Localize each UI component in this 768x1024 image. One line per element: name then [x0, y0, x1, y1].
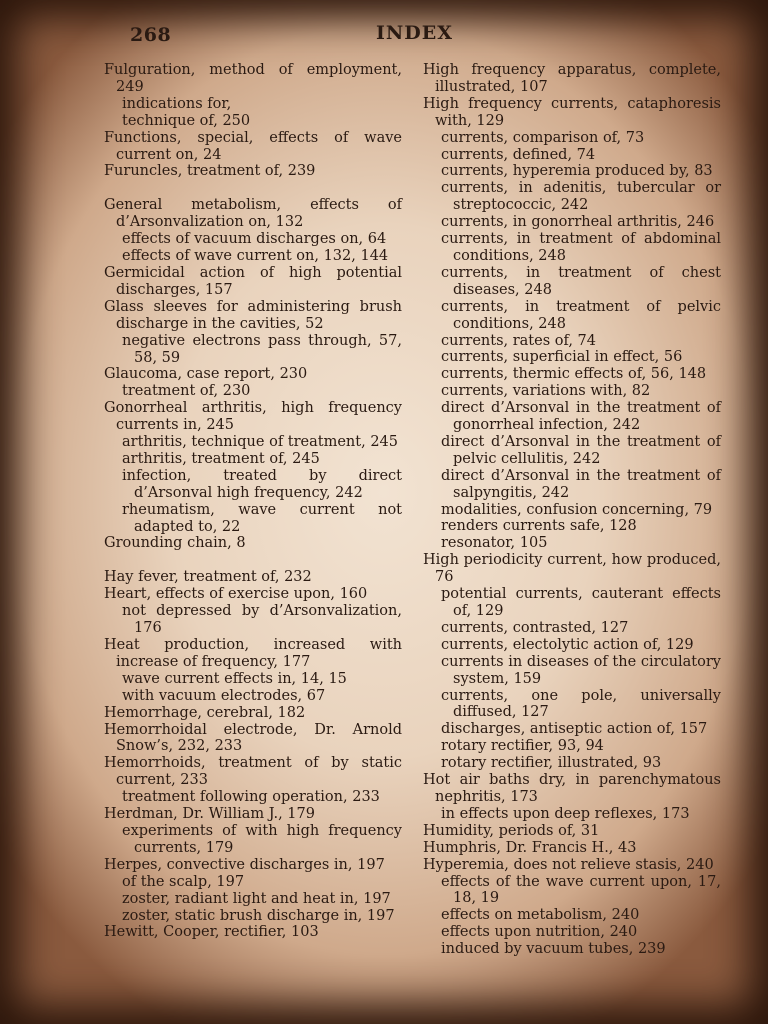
index-subentry: indications for, — [122, 95, 232, 112]
index-subentry: induced by vacuum tubes, 239 — [441, 941, 666, 958]
index-entry: Hay fever, treatment of, 232 — [104, 569, 312, 586]
index-entry: Glass sleeves for administering brush discharge in the cavities, 52 — [104, 298, 402, 332]
index-subentry: of the scalp, 197 — [122, 873, 245, 890]
index-entry: Herdman, Dr. William J., 179 — [104, 806, 315, 823]
index-subentry: currents, variations with, 82 — [441, 383, 651, 400]
index-entry: Hyperemia, does not relieve stasis, 240 — [423, 856, 714, 873]
index-entry: General metabolism, effects of d’Arsonvalization on, 132 — [104, 197, 402, 231]
index-subentry: currents, defined, 74 — [441, 146, 596, 163]
index-entry: Hewitt, Cooper, rectifier, 103 — [104, 924, 319, 941]
index-entry: High frequency apparatus, complete, illustrated, 107 — [423, 62, 721, 95]
index-gap — [104, 180, 402, 197]
index-entry: Humidity, periods of, 31 — [423, 822, 600, 839]
index-subentry: direct d’Arsonval in the treatment of salpyngitis, 242 — [441, 467, 721, 501]
index-entry: Fulguration, method of employment, 249 — [104, 62, 402, 95]
index-subentry: negative electrons pass through, 57, 58, 59 — [122, 332, 402, 366]
index-subentry: effects of vacuum discharges on, 64 — [122, 231, 387, 248]
index-subentry: rotary rectifier, illustrated, 93 — [441, 755, 662, 772]
index-subentry: effects of wave current on, 132, 144 — [122, 248, 389, 265]
index-subentry: experiments of with high frequency currents, 179 — [122, 822, 402, 856]
index-subentry: currents, superficial in effect, 56 — [441, 349, 683, 366]
index-subentry: potential currents, cauterant effects of, 129 — [441, 586, 721, 619]
index-subentry: currents, one pole, universally diffused, 127 — [441, 687, 721, 721]
index-subentry: arthritis, treatment of, 245 — [122, 450, 320, 467]
index-subentry: currents, comparison of, 73 — [441, 129, 645, 146]
index-subentry: currents, in adenitis, tubercular or streptococcic, 242 — [441, 180, 721, 214]
index-entry: Heat production, increased with increase of frequency, 177 — [104, 637, 402, 670]
page-title: INDEX — [376, 22, 453, 44]
index-subentry: currents, in treatment of pelvic conditions, 248 — [441, 298, 721, 332]
index-subentry: currents, rates of, 74 — [441, 332, 597, 349]
index-subentry: direct d’Arsonval in the treatment of pelvic cellulitis, 242 — [441, 433, 721, 467]
index-entry: Gonorrheal arthritis, high frequency currents in, 245 — [104, 400, 402, 434]
index-subentry: currents, thermic effects of, 56, 148 — [441, 366, 707, 383]
index-subentry: zoster, radiant light and heat in, 197 — [122, 890, 391, 907]
index-subentry: treatment of, 230 — [122, 383, 251, 400]
index-subentry: currents, hyperemia produced by, 83 — [441, 163, 713, 180]
index-subentry: effects upon nutrition, 240 — [441, 924, 638, 941]
index-subentry: renders currents safe, 128 — [441, 518, 637, 535]
index-subentry: wave current effects in, 14, 15 — [122, 670, 347, 687]
index-entry: Hemorrhoidal electrode, Dr. Arnold Snow’s, 232, 233 — [104, 721, 402, 755]
index-subentry: direct d’Arsonval in the treatment of gonorrheal infection, 242 — [441, 400, 721, 434]
index-entry: Functions, special, effects of wave current on, 24 — [104, 129, 402, 163]
index-column-left — [104, 62, 402, 941]
index-subentry: modalities, confusion concerning, 79 — [441, 501, 713, 518]
index-subentry: infection, treated by direct d’Arsonval high frequency, 242 — [122, 467, 402, 501]
index-entry: Hemorrhoids, treatment of by static current, 233 — [104, 755, 402, 789]
index-entry: High frequency currents, cataphoresis with, 129 — [423, 95, 721, 129]
index-entry: Grounding chain, 8 — [104, 535, 246, 552]
index-subentry: technique of, 250 — [122, 112, 251, 129]
index-subentry: currents, in treatment of chest diseases, 248 — [441, 264, 721, 298]
index-subentry: zoster, static brush discharge in, 197 — [122, 907, 395, 924]
index-entry: Germicidal action of high potential discharges, 157 — [104, 264, 402, 298]
index-subentry: effects of the wave current upon, 17, 18, 19 — [441, 873, 721, 907]
index-subentry: resonator, 105 — [441, 535, 548, 552]
index-subentry: currents in diseases of the circulatory system, 159 — [441, 653, 721, 687]
index-subentry: currents, in treatment of abdominal conditions, 248 — [441, 231, 721, 264]
index-column-right — [423, 62, 721, 958]
index-subentry: rheumatism, wave current not adapted to, 22 — [122, 501, 402, 535]
index-subentry: in effects upon deep reflexes, 173 — [441, 805, 690, 822]
index-subentry: with vacuum electrodes, 67 — [122, 687, 326, 704]
index-subentry: discharges, antiseptic action of, 157 — [441, 721, 708, 738]
index-gap — [104, 552, 402, 569]
page-number: 268 — [130, 24, 172, 46]
index-subentry: treatment following operation, 233 — [122, 789, 380, 806]
index-entry: High periodicity current, how produced, 76 — [423, 552, 721, 586]
index-subentry: currents, electolytic action of, 129 — [441, 636, 694, 653]
index-entry: Hot air baths dry, in parenchymatous nephritis, 173 — [423, 772, 721, 805]
index-subentry: currents, contrasted, 127 — [441, 619, 629, 636]
index-entry: Hemorrhage, cerebral, 182 — [104, 704, 306, 721]
index-subentry: not depressed by d’Arsonvalization, 176 — [122, 603, 402, 637]
index-entry: Furuncles, treatment of, 239 — [104, 163, 316, 180]
index-entry: Heart, effects of exercise upon, 160 — [104, 586, 368, 603]
index-entry: Glaucoma, case report, 230 — [104, 366, 308, 383]
index-subentry: rotary rectifier, 93, 94 — [441, 738, 604, 755]
index-subentry: arthritis, technique of treatment, 245 — [122, 434, 398, 451]
index-entry: Humphris, Dr. Francis H., 43 — [423, 839, 637, 856]
index-entry: Herpes, convective discharges in, 197 — [104, 856, 385, 873]
index-subentry: currents, in gonorrheal arthritis, 246 — [441, 214, 715, 231]
index-subentry: effects on metabolism, 240 — [441, 907, 640, 924]
